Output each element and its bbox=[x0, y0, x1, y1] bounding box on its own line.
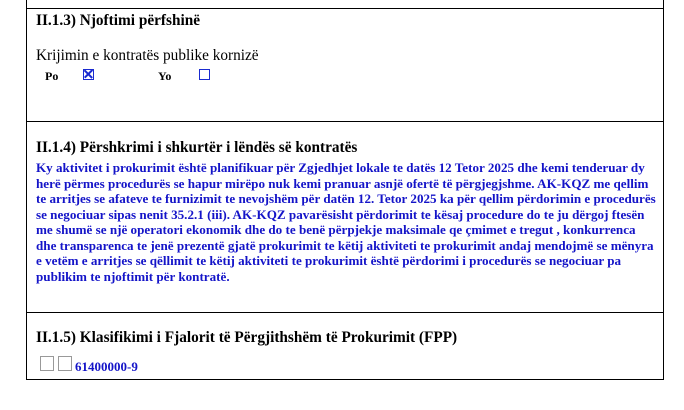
divider-1 bbox=[27, 121, 663, 122]
cpv-box-2 bbox=[58, 356, 72, 371]
checkbox-po-checked[interactable] bbox=[83, 69, 94, 80]
framework-question: Krijimin e kontratës publike kornizë bbox=[36, 47, 259, 64]
checkbox-yo[interactable] bbox=[199, 69, 210, 80]
section-title-cpv: II.1.5) Klasifikimi i Fjalorit të Përgjithshëm të Prokurimit (FPP) bbox=[36, 329, 458, 346]
option-label-yo: Yo bbox=[158, 69, 172, 83]
form-frame bbox=[26, 0, 664, 380]
option-label-po: Po bbox=[45, 69, 59, 83]
cpv-code: 61400000-9 bbox=[75, 359, 138, 374]
divider-top bbox=[27, 8, 663, 9]
section-title-framework: II.1.3) Njoftimi përfshinë bbox=[36, 12, 201, 29]
section-title-description: II.1.4) Përshkrimi i shkurtër i lëndës së kontratës bbox=[36, 139, 358, 156]
divider-2 bbox=[27, 312, 663, 313]
cpv-box-1 bbox=[40, 356, 54, 371]
contract-description: Ky aktivitet i prokurimit është planifikuar për Zgjedhjet lokale te datës 12 Tetor 2025 dhe kemi tenderuar dy herë përmes procedurës se hapur mirëpo nuk kemi pranuar asnjë ofertë të përgjegjshme. AK-KQZ me qellim te arritjes se afateve te furnizimit te nevojshëm për datën 12. Tetor 2025 ka për qellim përdorimin e procedurës se negociuar sipas nenit 35.2.1 (iii). AK-KQZ pavarësisht përdorimit te kësaj procedure do te ju dërgoj ftesën me shumë se një operatori ekonomik dhe do te benë përpjekje maksimale qe çmimet e tregut , konkurrenca dhe transparenca te jenë prezentë gjatë prokurimit te këtij aktiviteti te prokurimit andaj mendojmë se mënyra e vetëm e arritjes se qëllimit te këtij aktiviteti te prokurimit është përdorimi i procedurës se negociuar pa publikim te njoftimit për kontratë. bbox=[36, 160, 656, 284]
